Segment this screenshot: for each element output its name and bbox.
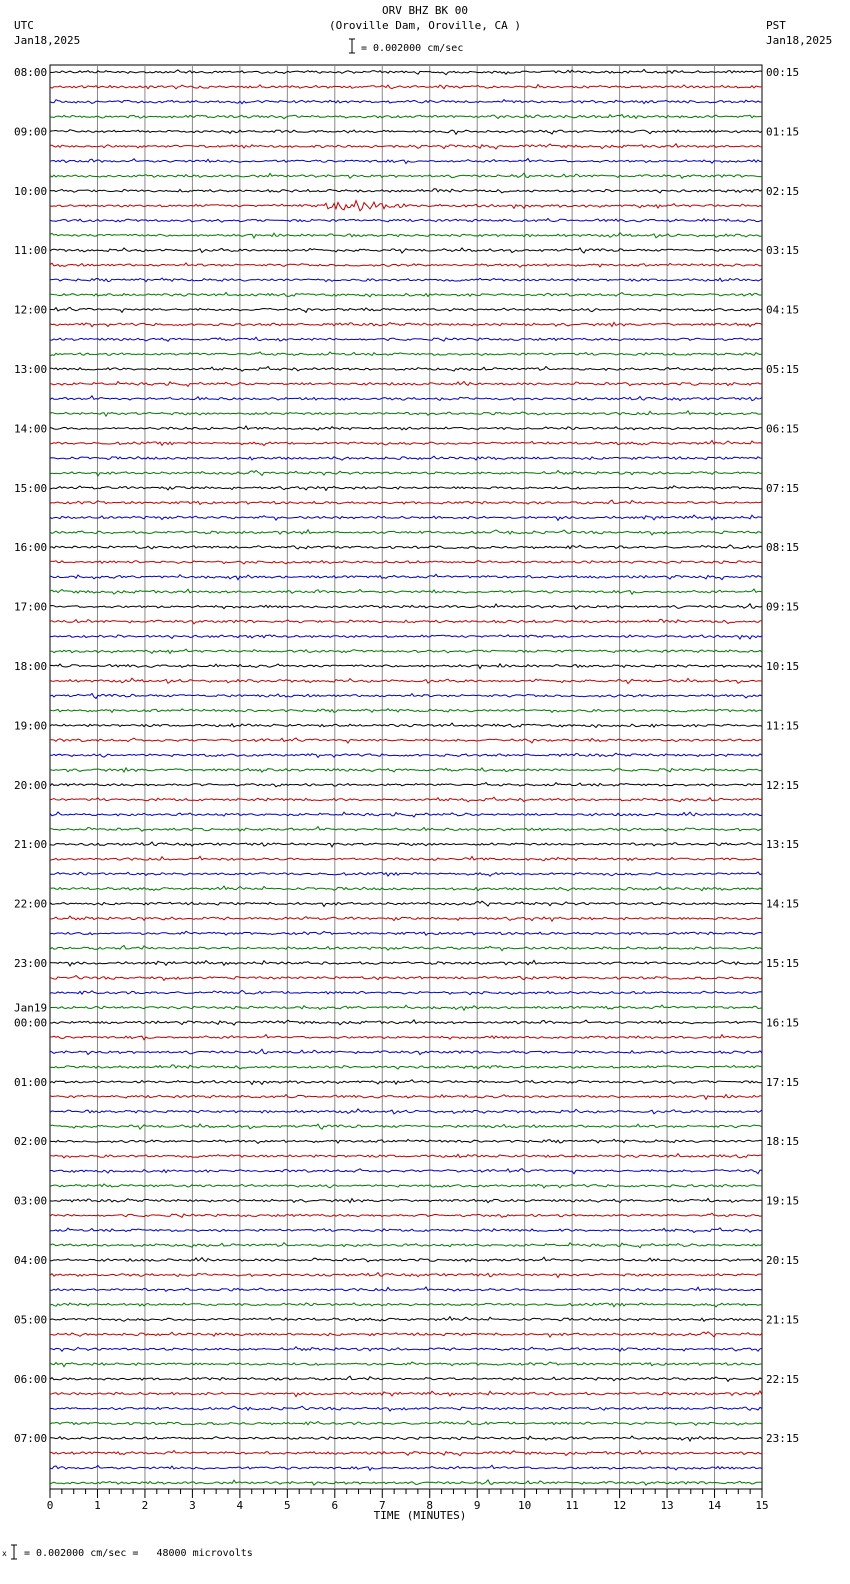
- trace-67: [50, 1065, 762, 1069]
- right-timezone: PST: [766, 19, 786, 32]
- trace-43: [50, 709, 762, 713]
- trace-54: [50, 872, 762, 876]
- trace-19: [50, 352, 762, 356]
- x-tick-label: 8: [426, 1499, 434, 1512]
- trace-83: [50, 1303, 762, 1307]
- left-hour-label: 11:00: [14, 244, 48, 258]
- trace-9: [50, 201, 762, 211]
- left-hour-label: 19:00: [14, 719, 48, 733]
- station-title: ORV BHZ BK 00: [381, 4, 469, 17]
- trace-48: [50, 783, 762, 787]
- trace-53: [50, 856, 762, 860]
- left-hour-label: 00:00: [14, 1016, 48, 1030]
- x-tick-label: 1: [94, 1499, 101, 1512]
- trace-34: [50, 574, 762, 579]
- trace-11: [50, 233, 762, 238]
- trace-65: [50, 1035, 762, 1040]
- left-hour-label: 15:00: [14, 481, 48, 495]
- trace-78: [50, 1228, 762, 1233]
- left-hour-label: 23:00: [14, 957, 48, 970]
- left-hour-label: 02:00: [14, 1135, 48, 1149]
- trace-2: [50, 100, 762, 104]
- trace-20: [50, 367, 762, 372]
- trace-49: [50, 797, 762, 802]
- right-hour-label: 21:15: [766, 1313, 800, 1327]
- trace-64: [50, 1020, 762, 1025]
- trace-51: [50, 827, 762, 832]
- trace-92: [50, 1436, 762, 1441]
- trace-37: [50, 619, 762, 624]
- trace-30: [50, 515, 762, 520]
- trace-41: [50, 678, 762, 684]
- trace-81: [50, 1273, 762, 1278]
- right-hour-label: 06:15: [766, 422, 800, 436]
- left-hour-label: 03:00: [14, 1194, 48, 1208]
- trace-56: [50, 901, 762, 906]
- trace-42: [50, 693, 762, 698]
- trace-90: [50, 1406, 762, 1411]
- trace-50: [50, 812, 762, 817]
- right-hour-label: 02:15: [766, 184, 800, 198]
- right-hour-label: 20:15: [766, 1254, 800, 1267]
- trace-85: [50, 1332, 762, 1337]
- trace-24: [50, 426, 762, 430]
- right-hour-label: 17:15: [766, 1075, 800, 1089]
- right-hour-label: 08:15: [766, 541, 800, 555]
- x-axis-label: TIME (MINUTES): [373, 1509, 467, 1522]
- trace-63: [50, 1005, 762, 1010]
- trace-33: [50, 561, 762, 564]
- trace-38: [50, 635, 762, 639]
- left-hour-label: 16:00: [14, 541, 48, 555]
- x-tick-label: 15: [755, 1499, 769, 1512]
- trace-7: [50, 173, 762, 178]
- left-hour-label: 01:00: [14, 1075, 48, 1089]
- left-hour-label: 09:00: [14, 125, 48, 139]
- right-hour-label: 15:15: [766, 957, 800, 970]
- trace-66: [50, 1049, 762, 1054]
- left-hour-label: 07:00: [14, 1432, 48, 1446]
- trace-57: [50, 916, 762, 921]
- x-tick-label: 14: [707, 1499, 722, 1512]
- footer-mark-icon: x: [2, 1549, 7, 1558]
- right-hour-label: 05:15: [766, 363, 800, 376]
- trace-68: [50, 1080, 762, 1085]
- trace-89: [50, 1391, 762, 1397]
- trace-76: [50, 1199, 762, 1203]
- right-hour-label: 04:15: [766, 303, 800, 317]
- right-hour-label: 14:15: [766, 897, 800, 911]
- trace-13: [50, 263, 762, 267]
- right-hour-label: 11:15: [766, 719, 800, 733]
- trace-27: [50, 471, 762, 476]
- trace-4: [50, 130, 762, 135]
- right-hour-label: 01:15: [766, 125, 800, 139]
- trace-6: [50, 159, 762, 164]
- trace-21: [50, 382, 762, 387]
- trace-25: [50, 441, 762, 446]
- trace-59: [50, 946, 762, 951]
- trace-46: [50, 753, 762, 757]
- right-hour-label: 19:15: [766, 1194, 800, 1208]
- x-tick-label: 11: [565, 1499, 579, 1512]
- left-hour-label: 04:00: [14, 1254, 48, 1267]
- right-hour-label: 09:15: [766, 600, 800, 614]
- left-timezone: UTC: [14, 19, 34, 32]
- right-hour-label: 22:15: [766, 1372, 800, 1386]
- trace-73: [50, 1154, 762, 1158]
- trace-82: [50, 1287, 762, 1291]
- x-tick-label: 10: [518, 1499, 532, 1512]
- trace-95: [50, 1480, 762, 1485]
- trace-0: [50, 69, 762, 74]
- trace-31: [50, 530, 762, 535]
- trace-91: [50, 1421, 762, 1425]
- trace-40: [50, 664, 762, 669]
- left-hour-label: 06:00: [14, 1372, 48, 1386]
- trace-80: [50, 1257, 762, 1262]
- trace-28: [50, 486, 762, 491]
- trace-72: [50, 1139, 762, 1143]
- left-hour-label: 13:00: [14, 363, 48, 376]
- left-hour-label: 10:00: [14, 184, 48, 198]
- trace-75: [50, 1184, 762, 1188]
- station-location: (Oroville Dam, Oroville, CA ): [328, 19, 522, 32]
- right-hour-label: 23:15: [766, 1432, 800, 1446]
- trace-15: [50, 292, 762, 296]
- trace-26: [50, 456, 762, 460]
- trace-52: [50, 842, 762, 847]
- trace-3: [50, 115, 762, 119]
- right-hour-label: 18:15: [766, 1135, 800, 1149]
- trace-71: [50, 1124, 762, 1129]
- x-tick-label: 7: [378, 1499, 386, 1512]
- trace-22: [50, 396, 762, 401]
- trace-69: [50, 1095, 762, 1100]
- x-tick-label: 3: [189, 1499, 196, 1512]
- scale-label: = 0.002000 cm/sec: [361, 43, 464, 54]
- trace-8: [50, 189, 762, 193]
- trace-36: [50, 604, 762, 609]
- trace-94: [50, 1465, 762, 1470]
- left-hour-label: 20:00: [14, 778, 48, 792]
- trace-70: [50, 1109, 762, 1114]
- x-tick-label: 13: [660, 1499, 674, 1512]
- trace-17: [50, 322, 762, 326]
- trace-39: [50, 649, 762, 653]
- trace-74: [50, 1169, 762, 1174]
- trace-86: [50, 1347, 762, 1352]
- left-date: Jan18,2025: [14, 34, 81, 47]
- trace-5: [50, 144, 762, 149]
- x-tick-label: 6: [331, 1499, 339, 1512]
- trace-88: [50, 1376, 762, 1381]
- x-tick-label: 0: [46, 1499, 54, 1512]
- trace-44: [50, 723, 762, 727]
- trace-23: [50, 411, 762, 416]
- left-hour-label: 14:00: [14, 422, 48, 436]
- trace-60: [50, 960, 762, 966]
- footer-scale-note: = 0.002000 cm/sec = 48000 microvolts: [24, 1548, 253, 1559]
- x-tick-label: 4: [236, 1499, 244, 1512]
- left-hour-label: 08:00: [14, 66, 48, 79]
- trace-10: [50, 219, 762, 223]
- trace-29: [50, 500, 762, 504]
- right-hour-label: 03:15: [766, 244, 800, 258]
- right-hour-label: 16:15: [766, 1016, 800, 1030]
- right-hour-label: 10:15: [766, 660, 800, 673]
- trace-55: [50, 886, 762, 891]
- trace-16: [50, 307, 762, 312]
- x-tick-label: 2: [141, 1499, 149, 1512]
- date-change-label: Jan19: [14, 1001, 48, 1015]
- right-date: Jan18,2025: [766, 34, 833, 47]
- trace-79: [50, 1243, 762, 1248]
- footer-scale-bar-icon: [9, 1544, 19, 1560]
- left-hour-label: 22:00: [14, 897, 48, 911]
- left-hour-label: 12:00: [14, 303, 48, 317]
- trace-77: [50, 1213, 762, 1217]
- trace-58: [50, 931, 762, 935]
- x-tick-label: 5: [284, 1499, 291, 1512]
- trace-61: [50, 976, 762, 981]
- trace-47: [50, 768, 762, 772]
- trace-18: [50, 337, 762, 341]
- x-tick-label: 9: [473, 1499, 481, 1512]
- trace-32: [50, 545, 762, 549]
- trace-62: [50, 990, 762, 994]
- right-hour-label: 13:15: [766, 838, 800, 852]
- right-hour-label: 07:15: [766, 481, 800, 495]
- trace-35: [50, 589, 762, 594]
- trace-14: [50, 278, 762, 282]
- left-hour-label: 21:00: [14, 838, 48, 852]
- left-hour-label: 05:00: [14, 1313, 48, 1327]
- trace-45: [50, 738, 762, 743]
- x-tick-label: 12: [612, 1499, 627, 1512]
- right-hour-label: 12:15: [766, 778, 800, 792]
- trace-1: [50, 85, 762, 89]
- left-hour-label: 17:00: [14, 600, 48, 614]
- trace-93: [50, 1451, 762, 1456]
- trace-87: [50, 1362, 762, 1367]
- left-hour-label: 18:00: [14, 660, 48, 673]
- trace-84: [50, 1317, 762, 1322]
- right-hour-label: 00:15: [766, 66, 800, 79]
- trace-12: [50, 248, 762, 253]
